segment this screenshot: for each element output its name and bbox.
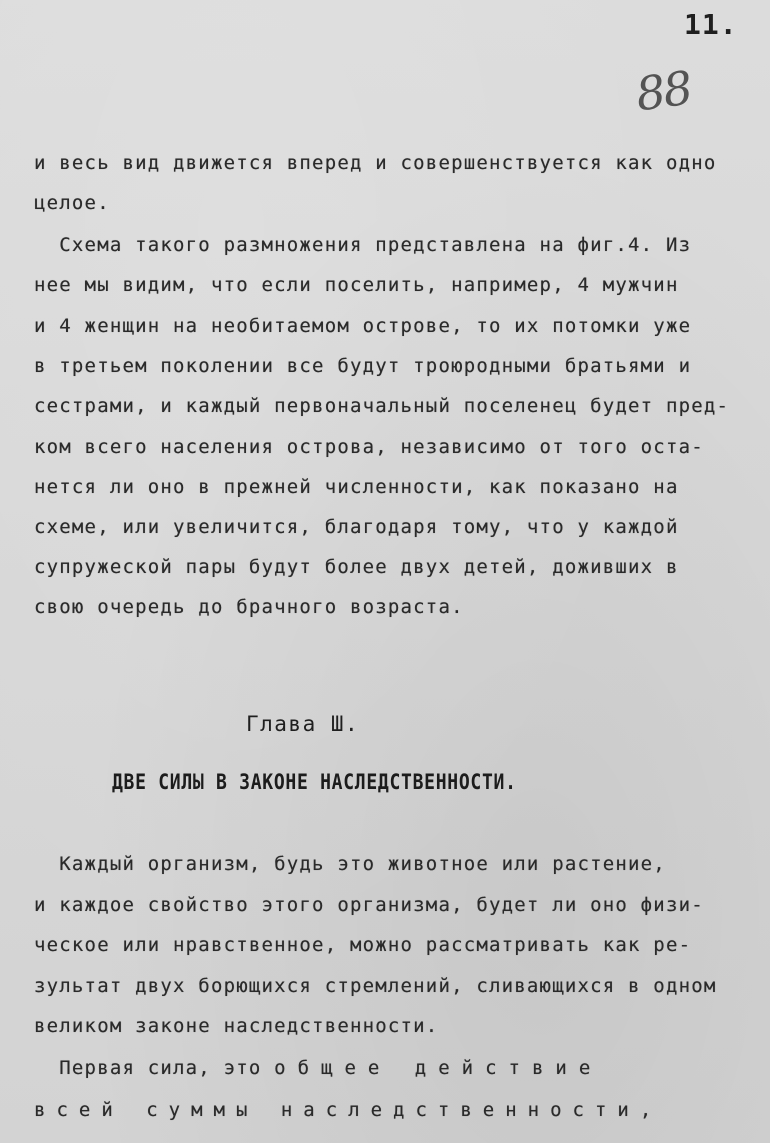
text-line: схеме, или увеличится, благодаря тому, что у каждой	[34, 516, 679, 538]
text-fragment: Первая сила, это	[34, 1057, 275, 1079]
text-line: целое.	[34, 192, 110, 214]
page-number: 11.	[684, 8, 738, 41]
chapter-label: Глава Ш.	[246, 712, 360, 736]
text-line: нее мы видим, что если поселить, например, 4 мужчин	[34, 274, 679, 296]
text-line: великом законе наследственности.	[34, 1015, 439, 1037]
spaced-emphasis: общее действие	[274, 1057, 603, 1079]
text-line: и 4 женщин на необитаемом острове, то их потомки уже	[34, 315, 692, 337]
text-line	[34, 1055, 602, 1081]
text-line: и каждое свойство этого организма, будет ли оно физи-	[34, 894, 704, 916]
text-line: Каждый организм, будь это животное или растение,	[34, 853, 666, 875]
text-line: в третьем поколении все будут троюродными братьями и	[34, 355, 692, 377]
spaced-emphasis-line: всей суммы наследственности,	[34, 1099, 663, 1121]
text-line: Схема такого размножения представлена на фиг.4. Из	[34, 234, 692, 256]
text-line: зультат двух борющихся стремлений, сливающихся в одном	[34, 975, 717, 997]
text-line: ком всего населения острова, независимо от того оста-	[34, 436, 704, 458]
text-line: супружеской пары будут более двух детей, доживших в	[34, 556, 679, 578]
text-line: и весь вид движется вперед и совершенствуется как одно	[34, 152, 717, 174]
handwritten-annotation: 88	[632, 60, 695, 122]
text-line: свою очередь до брачного возраста.	[34, 596, 464, 618]
text-line: сестрами, и каждый первоначальный поселенец будет пред-	[34, 395, 730, 417]
text-line: нется ли оно в прежней численности, как показано на	[34, 476, 679, 498]
chapter-title: ДВЕ СИЛЫ В ЗАКОНЕ НАСЛЕДСТВЕННОСТИ.	[112, 770, 517, 794]
text-line: ческое или нравственное, можно рассматривать как ре-	[34, 934, 692, 956]
